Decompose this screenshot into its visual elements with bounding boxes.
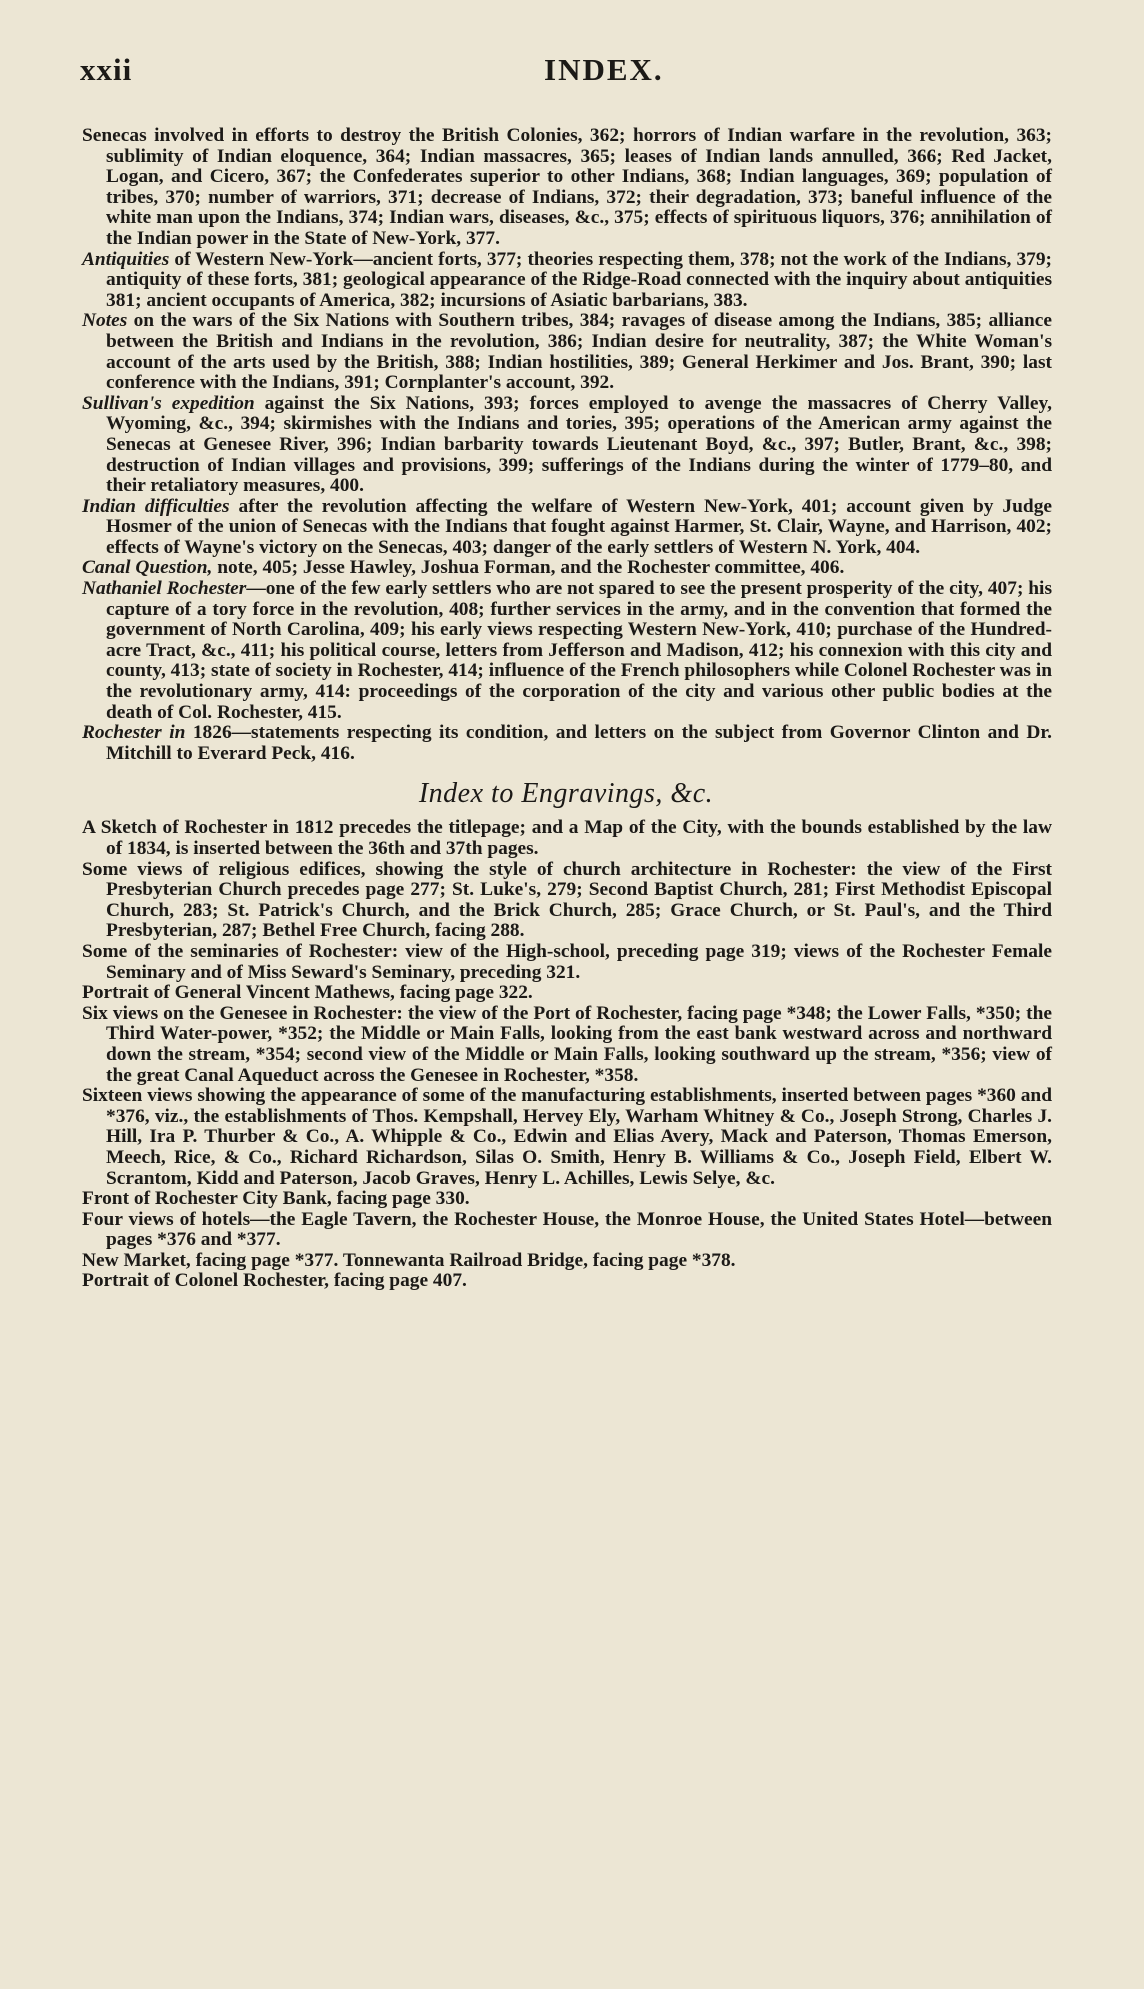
entry-title: Indian difficulties (82, 495, 230, 517)
entry-title: Antiquities (82, 248, 170, 270)
page-header (80, 52, 1080, 92)
entry-title: Rochester in (82, 722, 186, 744)
index-entry (82, 125, 1052, 250)
index-entry (82, 557, 1052, 579)
page-number: xxii (80, 52, 133, 87)
engravings-heading: Index to Engravings, &c. (418, 778, 714, 810)
index-entry (82, 310, 1052, 394)
engraving-entry: Portrait of Colonel Rochester, facing page 407. (82, 1270, 467, 1292)
engraving-entry: Some views of religious edifices, showing the style of church architecture in Rochester: the view of the First Presbyterian Church precedes page 277; St. Luke's, 279; Second Baptist Church, 281; First Methodist Episcopal Church, 283; St. Patrick's Church, and the Brick Church, 285; Grace Church, or St. Paul's, and the Third Presbyterian, 287; Bethel Free Church, facing 288. (82, 858, 1052, 942)
running-head: INDEX. (544, 52, 664, 87)
engraving-entry: Front of Rochester City Bank, facing page 330. (82, 1188, 470, 1210)
index-entry (82, 392, 1052, 497)
engraving-entry: New Market, facing page *377. Tonnewanta Railroad Bridge, facing page *378. (82, 1249, 736, 1271)
engraving-entry: Portrait of General Vincent Mathews, facing page 322. (82, 982, 533, 1004)
entry-text: 1826—statements respecting its condition, and letters on the subject from Governor Clinton and Dr. Mitchill to Everard Peck, 416. (106, 722, 1053, 764)
index-entry (82, 722, 1053, 764)
index-entry (82, 495, 1052, 559)
entry-text: against the Six Nations, 393; forces employed to avenge the massacres of Cherry Valley, Wyoming, &c., 394; skirmishes with the Indians and tories, 395; operations of the American army against the Senecas at Genesee River, 396; Indian barbarity towards Lieutenant Boyd, &c., 397; Butler, Brant, &c., 398; destruction of Indian villages and provisions, 399; sufferings of the Indians during the winter of 1779–80, and their retaliatory measures, 400. (106, 392, 1052, 497)
entry-text: of Western New-York—ancient forts, 377; theories respecting them, 378; not the work of the Indians, 379; antiquity of these forts, 381; geological appearance of the Ridge-Road connected with the inquiry about antiquities 381; ancient occupants of America, 382; incursions of Asiatic barbarians, 383. (106, 248, 1052, 311)
entry-text: —one of the few early settlers who are not spared to see the present prosperity of the city, 407; his capture of a tory force in the revolution, 408; further services in the army, and in the convention that formed the government of North Carolina, 409; his early views respecting Western New-York, 410; purchase of the Hundred-acre Tract, &c., 411; his political course, letters from Jefferson and Madison, 412; his connexion with this city and county, 413; state of society in Rochester, 414; influence of the French philosophers while Colonel Rochester was in the revolutionary army, 414: proceedings of the corporation of the city and various other public bodies at the death of Col. Rochester, 415. (106, 578, 1052, 723)
engraving-entry: Four views of hotels—the Eagle Tavern, the Rochester House, the Monroe House, the United States Hotel—between pages *376 and *377. (82, 1208, 1052, 1251)
entry-text: Senecas involved in efforts to destroy the British Colonies, 362; horrors of Indian warfare in the revolution, 363; sublimity of Indian eloquence, 364; Indian massacres, 365; leases of Indian lands annulled, 366; Red Jacket, Logan, and Cicero, 367; the Confederates superior to other Indians, 368; Indian languages, 369; population of tribes, 370; number of warriors, 371; decrease of Indians, 372; their degradation, 373; baneful influence of the white man upon the Indians, 374; Indian wars, diseases, &c., 375; effects of spirituous liquors, 376; annihilation of the Indian power in the State of New-York, 377. (82, 125, 1052, 249)
engraving-entry: Sixteen views showing the appearance of some of the manufacturing establishments, inserted between pages *360 and *376, viz., the establishments of Thos. Kempshall, Hervey Ely, Warham Whitney & Co., Joseph Strong, Charles J. Hill, Ira P. Thurber & Co., A. Whipple & Co., Edwin and Elias Avery, Mack and Paterson, Thomas Emerson, Meech, Rice, & Co., Richard Richardson, Silas O. Smith, Henry B. Williams & Co., Joseph Field, Elbert W. Scrantom, Kidd and Paterson, Jacob Graves, Henry L. Achilles, Lewis Selye, &c. (82, 1085, 1052, 1189)
engraving-entry: Some of the seminaries of Rochester: view of the High-school, preceding page 319; views of the Rochester Female Seminary and of Miss Seward's Seminary, preceding 321. (82, 940, 1052, 983)
entry-title: Canal Question, (82, 557, 213, 579)
entry-title: Nathaniel Rochester (82, 578, 247, 600)
entry-title: Sullivan's expedition (82, 392, 255, 414)
index-body (80, 126, 1052, 1292)
engraving-entry: Six views on the Genesee in Rochester: the view of the Port of Rochester, facing page *348; the Lower Falls, *350; the Third Water-power, *352; the Middle or Main Falls, looking from the east bank westward across and northward down the stream, *354; second view of the Middle or Main Falls, looking southward up the stream, *356; view of the great Canal Aqueduct across the Genesee in Rochester, *358. (82, 1002, 1052, 1086)
index-entry (82, 578, 1052, 723)
entry-title: Notes (82, 310, 128, 332)
entry-text: after the revolution affecting the welfare of Western New-York, 401; account given by Judge Hosmer of the union of Senecas with the Indians that fought against Harmer, St. Clair, Wayne, and Harrison, 402; effects of Wayne's victory on the Senecas, 403; danger of the early settlers of Western N. York, 404. (106, 495, 1052, 558)
index-entry (82, 248, 1052, 312)
entry-text: on the wars of the Six Nations with Southern tribes, 384; ravages of disease among the Indians, 385; alliance between the British and Indians in the revolution, 386; Indian desire for neutrality, 387; the White Woman's account of the arts used by the British, 388; Indian hostilities, 389; General Herkimer and Jos. Brant, 390; last conference with the Indians, 391; Cornplanter's account, 392. (106, 310, 1052, 394)
entry-text: note, 405; Jesse Hawley, Joshua Forman, and the Rochester committee, 406. (212, 557, 845, 579)
engraving-entry: A Sketch of Rochester in 1812 precedes the titlepage; and a Map of the City, with the bounds established by the law of 1834, is inserted between the 36th and 37th pages. (82, 817, 1052, 859)
